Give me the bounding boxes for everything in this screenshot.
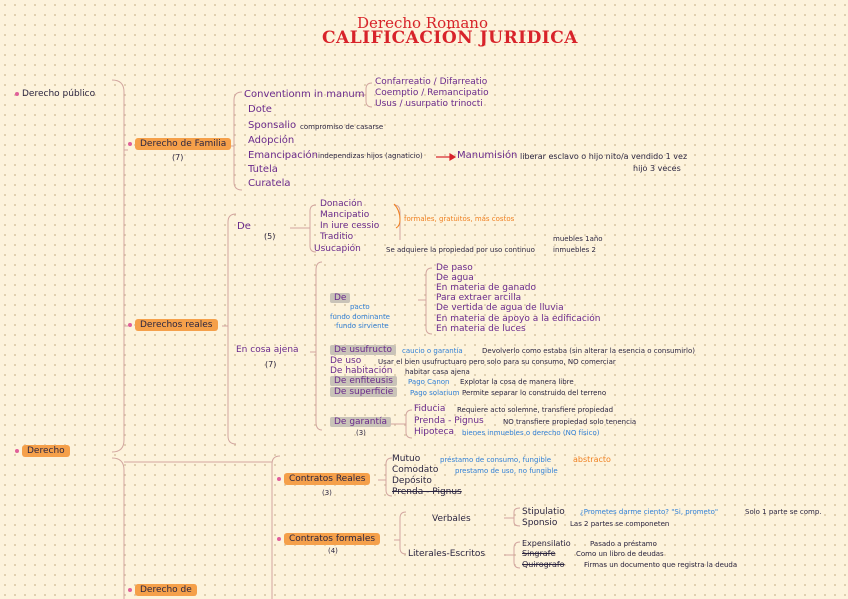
familia-count: (7)	[172, 153, 184, 162]
node-mutuo[interactable]: Mutuo	[392, 454, 421, 464]
hipoteca-blue: bienes inmuebles o derecho (NO físico)	[462, 429, 600, 437]
node-enfiteusis[interactable]	[330, 377, 397, 386]
uso-note: Usar el bien usufructuaro pero solo para su consumo, NO comerciar	[378, 358, 616, 366]
muebles-note: muebles 1año	[553, 235, 603, 243]
usufructo-note: Devolverlo como estaba (sin alterar la esencia o consumirlo)	[482, 347, 696, 355]
manumision-note-2: hijo 3 veces	[633, 164, 681, 173]
bullet-icon	[277, 537, 281, 541]
de-count: (5)	[264, 232, 276, 241]
bullet-icon	[277, 477, 281, 481]
superficie-note: Permite separar lo construido del terreno	[462, 389, 607, 397]
node-contratos-formales[interactable]	[277, 535, 380, 544]
servidumbre-3: En materia de ganado	[436, 283, 536, 293]
node-prenda-reales[interactable]: Prenda - Pignus	[414, 416, 484, 426]
bullet-icon	[128, 588, 132, 592]
node-stipulatio[interactable]: Stipulatio	[522, 507, 565, 517]
node-emancipacion[interactable]: Emancipación	[248, 150, 319, 161]
servidumbre-4: Para extraer arcilla	[436, 293, 522, 303]
garantia-count: (3)	[356, 429, 366, 437]
node-label: Derecho de	[135, 584, 197, 596]
conventio-item-2: Coemptio / Remancipatio	[375, 88, 489, 98]
bullet-icon	[15, 92, 19, 96]
node-conventio[interactable]	[244, 90, 365, 100]
servidumbre-6: En materia de apoyo a la edificación	[436, 314, 601, 324]
node-label: De enfiteusis	[330, 376, 397, 386]
modo-in-iure-cessio[interactable]: In iure cessio	[320, 221, 380, 231]
node-curatela[interactable]: Curatela	[248, 178, 291, 189]
enfiteusis-note: Explotar la cosa de manera libre	[460, 378, 574, 386]
node-hipoteca[interactable]: Hipoteca	[414, 427, 455, 437]
node-sponsalio[interactable]: Sponsalio	[248, 120, 297, 131]
modo-traditio[interactable]: Traditio	[320, 232, 354, 242]
singrafe-note: Como un libro de deudas	[576, 550, 664, 558]
node-label: De garantía	[330, 417, 391, 427]
node-deposito[interactable]: Depósito	[392, 476, 432, 486]
contratos-reales-count: (3)	[322, 489, 332, 497]
node-label: De superficie	[330, 387, 397, 397]
node-quirografo[interactable]: Quirografo	[522, 560, 565, 569]
node-dote[interactable]: Dote	[248, 104, 272, 115]
node-comodato[interactable]: Comodato	[392, 465, 439, 475]
node-adopcion[interactable]: Adopción	[248, 135, 295, 146]
node-manumision[interactable]: Manumisión	[457, 150, 518, 161]
inmuebles-note: inmuebles 2	[553, 246, 596, 254]
sponsio-note: Las 2 partes se componeten	[570, 520, 670, 528]
fundo-sirviente-note: fundo sirviente	[336, 322, 389, 330]
node-literales[interactable]: Literales-Escritos	[408, 549, 486, 559]
sponsalio-note: compromiso de casarse	[300, 123, 384, 131]
quirografo-note: Firmas un documento que registra la deuda	[584, 561, 738, 569]
pacto-note: pacto	[350, 303, 370, 311]
node-label: En cosa ajena	[236, 345, 299, 355]
node-sponsio[interactable]: Sponsio	[522, 518, 558, 528]
mutuo-blue: préstamo de consumo, fungible	[440, 456, 552, 464]
superficie-blue: Pago solarium	[410, 389, 460, 397]
node-label: Contratos Reales	[284, 473, 370, 485]
modos-note: formales, gratuitos, más costos	[404, 215, 515, 223]
servidumbre-1: De paso	[436, 263, 473, 273]
node-label: De usufructo	[330, 345, 396, 355]
usufructo-blue: caucio o garantía	[402, 347, 463, 355]
stipulatio-note: Solo 1 parte se comp.	[745, 508, 822, 516]
bullet-icon	[128, 142, 132, 146]
abstracto-note: abstracto	[573, 455, 611, 464]
conventio-item-1: Confarreatio / Difarreatio	[375, 77, 488, 87]
node-servidumbre[interactable]	[330, 294, 350, 303]
node-fiducia[interactable]: Fiducia	[414, 404, 446, 414]
cosa-ajena-count: (7)	[265, 360, 277, 369]
node-singrafe[interactable]: Singrafe	[522, 549, 556, 558]
node-cosa-ajena[interactable]	[236, 346, 299, 355]
node-verbales[interactable]: Verbales	[432, 514, 471, 524]
node-label: Derecho de Familia	[135, 138, 231, 150]
fiducia-note: Requiere acto solemne, transfiere propiedad	[457, 406, 614, 414]
node-derechos-reales[interactable]	[128, 321, 218, 330]
node-contratos-reales[interactable]	[277, 475, 370, 484]
node-derecho-de[interactable]	[128, 586, 197, 595]
servidumbre-5: De vertida de agua de lluvia	[436, 303, 564, 313]
node-label: Conventionm in manum	[244, 89, 365, 100]
servidumbre-2: De agua	[436, 273, 474, 283]
comodato-blue: prestamo de uso, no fungible	[455, 467, 558, 475]
node-superficie[interactable]	[330, 388, 397, 397]
node-expensilatio[interactable]: Expensilatio	[522, 539, 571, 548]
fundo-dominante-note: fundo dominante	[330, 313, 390, 321]
bullet-icon	[128, 323, 132, 327]
node-label: Derechos reales	[135, 319, 218, 331]
manumision-note: liberar esclavo o hijo nito/a vendido 1 vez	[520, 152, 688, 161]
node-label: Contratos formales	[284, 533, 380, 545]
node-derecho[interactable]	[15, 447, 70, 456]
expensilatio-note: Pasado a préstamo	[590, 540, 657, 548]
node-garantia[interactable]	[330, 418, 391, 427]
node-prenda-contratos[interactable]: Prenda - Pignus	[392, 487, 462, 497]
node-label: Derecho	[22, 445, 70, 457]
conventio-item-3: Usus / usurpatio trinocti	[375, 99, 483, 109]
usucapion-note: Se adquiere la propiedad por uso continuo	[386, 246, 535, 254]
page-title: CALIFICACIÓN JURIDICA	[322, 28, 578, 48]
node-derecho-familia[interactable]	[128, 140, 231, 149]
modo-usucapion[interactable]: Usucapión	[314, 244, 361, 254]
contratos-formales-count: (4)	[328, 547, 338, 555]
node-usufructo[interactable]	[330, 346, 396, 355]
enfiteusis-blue: Pago Canon	[408, 378, 450, 386]
node-label: Derecho público	[22, 89, 96, 99]
node-tutela[interactable]: Tutela	[248, 164, 278, 175]
node-label: De	[330, 293, 350, 303]
bullet-icon	[15, 449, 19, 453]
title-line1: Derecho Romano	[357, 14, 488, 32]
emancipacion-note: independizas hijos (agnaticio)	[318, 152, 423, 160]
modo-mancipatio[interactable]: Mancipatio	[320, 210, 370, 220]
node-habitacion[interactable]: De habitación	[330, 366, 393, 376]
modo-donacion[interactable]: Donación	[320, 199, 363, 209]
node-derecho-publico[interactable]	[15, 90, 95, 99]
stipulatio-blue: ¿Prometes darme ciento? "Si, prometo"	[580, 508, 719, 516]
node-uso[interactable]: De uso	[330, 356, 362, 366]
node-de[interactable]: De	[237, 221, 251, 232]
prenda-note: NO transfiere propiedad solo tenencia	[503, 418, 637, 426]
habitacion-note: habitar casa ajena	[405, 368, 470, 376]
servidumbre-7: En materia de luces	[436, 324, 526, 334]
